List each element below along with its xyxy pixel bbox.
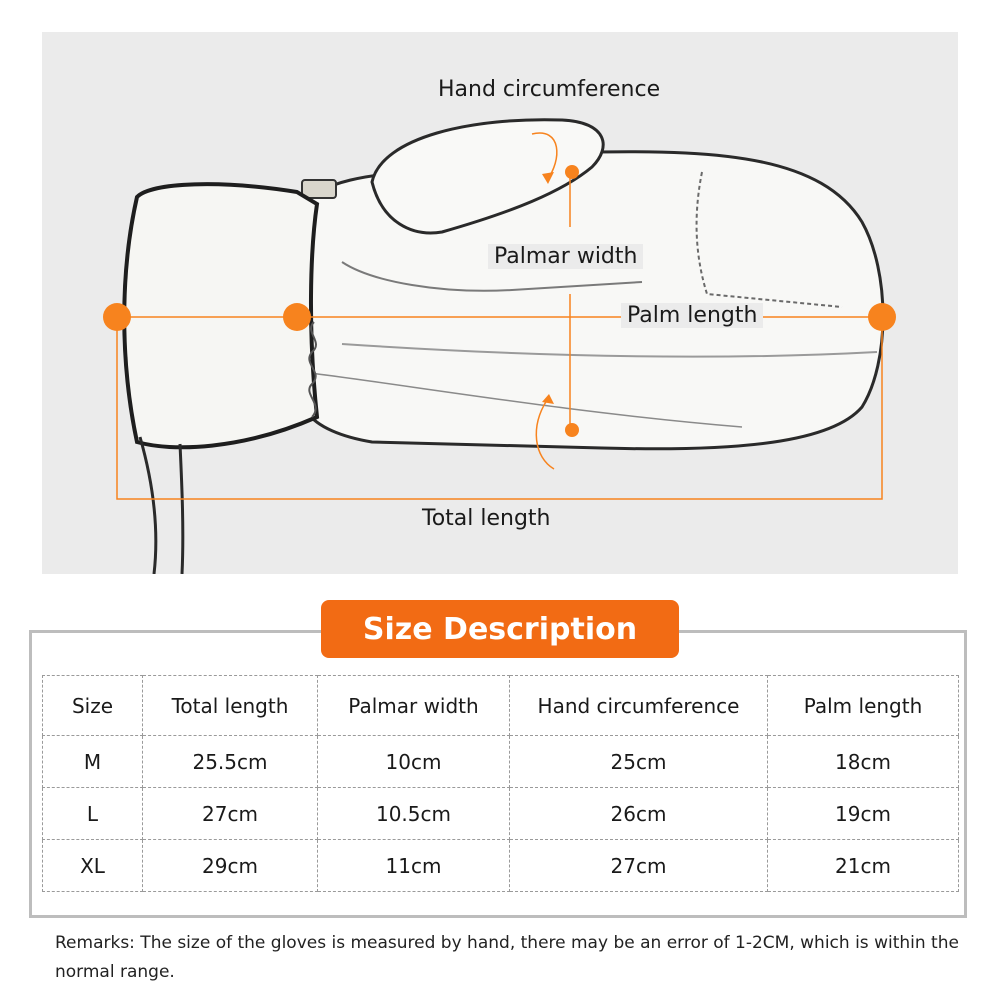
glove-illustration [42,32,958,574]
cell-hand-circumference: 27cm [510,840,768,892]
header-palm-length: Palm length [768,676,959,736]
cell-total-length: 27cm [143,788,318,840]
label-palm-length: Palm length [621,303,763,328]
table-row [43,736,959,788]
cell-palmar-width: 10.5cm [318,788,510,840]
header-hand-circumference: Hand circumference [510,676,768,736]
label-hand-circumference: Hand circumference [432,77,666,102]
wrist-strap [140,437,183,574]
remarks-text: Remarks: The size of the gloves is measured by hand, there may be an error of 1-2CM, which is within the normal range. [55,933,959,982]
cell-total-length: 25.5cm [143,736,318,788]
header-palmar-width: Palmar width [318,676,510,736]
cell-total-length: 29cm [143,840,318,892]
table-header-row [43,676,959,736]
cell-palm-length: 18cm [768,736,959,788]
marker-dot-cuff-left [103,303,131,331]
table-row [43,840,959,892]
cell-palm-length: 19cm [768,788,959,840]
cell-size: XL [43,840,143,892]
label-palmar-width: Palmar width [488,244,643,269]
marker-dot-width-bottom [565,423,579,437]
cell-size: M [43,736,143,788]
glove-measurement-diagram [42,32,958,574]
cell-palmar-width: 10cm [318,736,510,788]
cell-hand-circumference: 26cm [510,788,768,840]
cell-palmar-width: 11cm [318,840,510,892]
label-total-length: Total length [416,506,557,531]
marker-dot-finger-tip [868,303,896,331]
marker-dot-cuff-right [283,303,311,331]
buckle [302,180,336,198]
size-description-title: Size Description [321,600,679,658]
header-size: Size [43,676,143,736]
size-table [42,675,959,892]
cell-hand-circumference: 25cm [510,736,768,788]
header-total-length: Total length [143,676,318,736]
table-row [43,788,959,840]
cell-palm-length: 21cm [768,840,959,892]
marker-dot-width-top [565,165,579,179]
cell-size: L [43,788,143,840]
